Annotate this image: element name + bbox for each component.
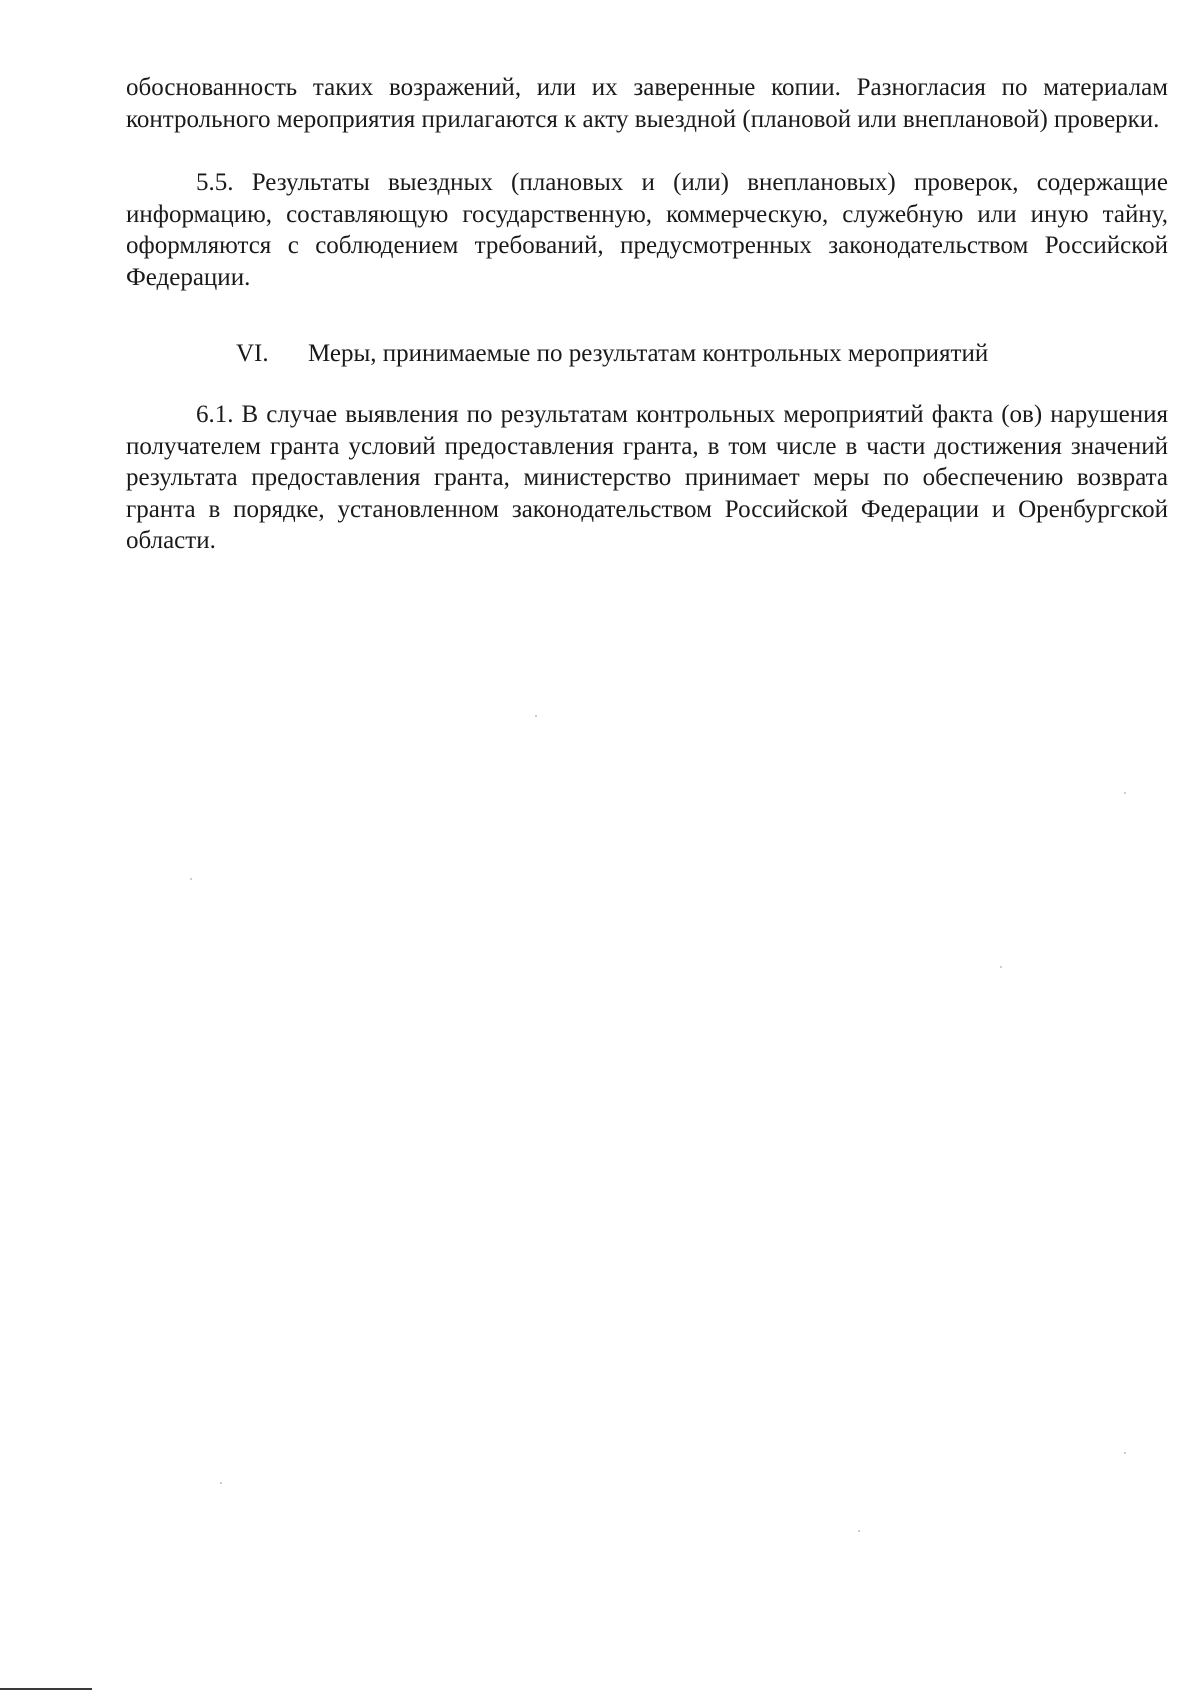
paragraph-5-5: 5.5. Результаты выездных (плановых и (или) внеплановых) проверок, содержащие информацию, составляющую государственную, коммерческую, служебную или иную тайну, оформляются с соблюдением требований, предусмотренных законодательством Российской Федерации. [126,169,1168,291]
scan-speck [190,878,192,880]
paragraph-continuation: обоснованность таких возражений, или их заверенные копии. Разногласия по материалам контрольного мероприятия прилагаются к акту выездной (плановой или внеплановой) проверки. [126,74,1168,133]
scan-speck [1124,1452,1126,1454]
scan-edge-line [0,1688,92,1690]
section-heading [236,338,1136,370]
scan-speck [1124,792,1126,794]
scan-speck [858,1530,860,1532]
section-title: Меры, принимаемые по результатам контрольных мероприятий [308,340,989,367]
scan-speck [1000,966,1002,968]
paragraph-6-1: 6.1. В случае выявления по результатам контрольных мероприятий факта (ов) нарушения получателем гранта условий предоставления гранта, в том числе в части достижения значений результата предоставления гранта, министерство принимает меры по обеспечению возврата гранта в порядке, установленном законодательством Российской Федерации и Оренбургской области. [126,401,1168,554]
scan-speck [535,715,537,717]
section-number: VI. [236,340,269,367]
scan-speck [220,1482,222,1484]
